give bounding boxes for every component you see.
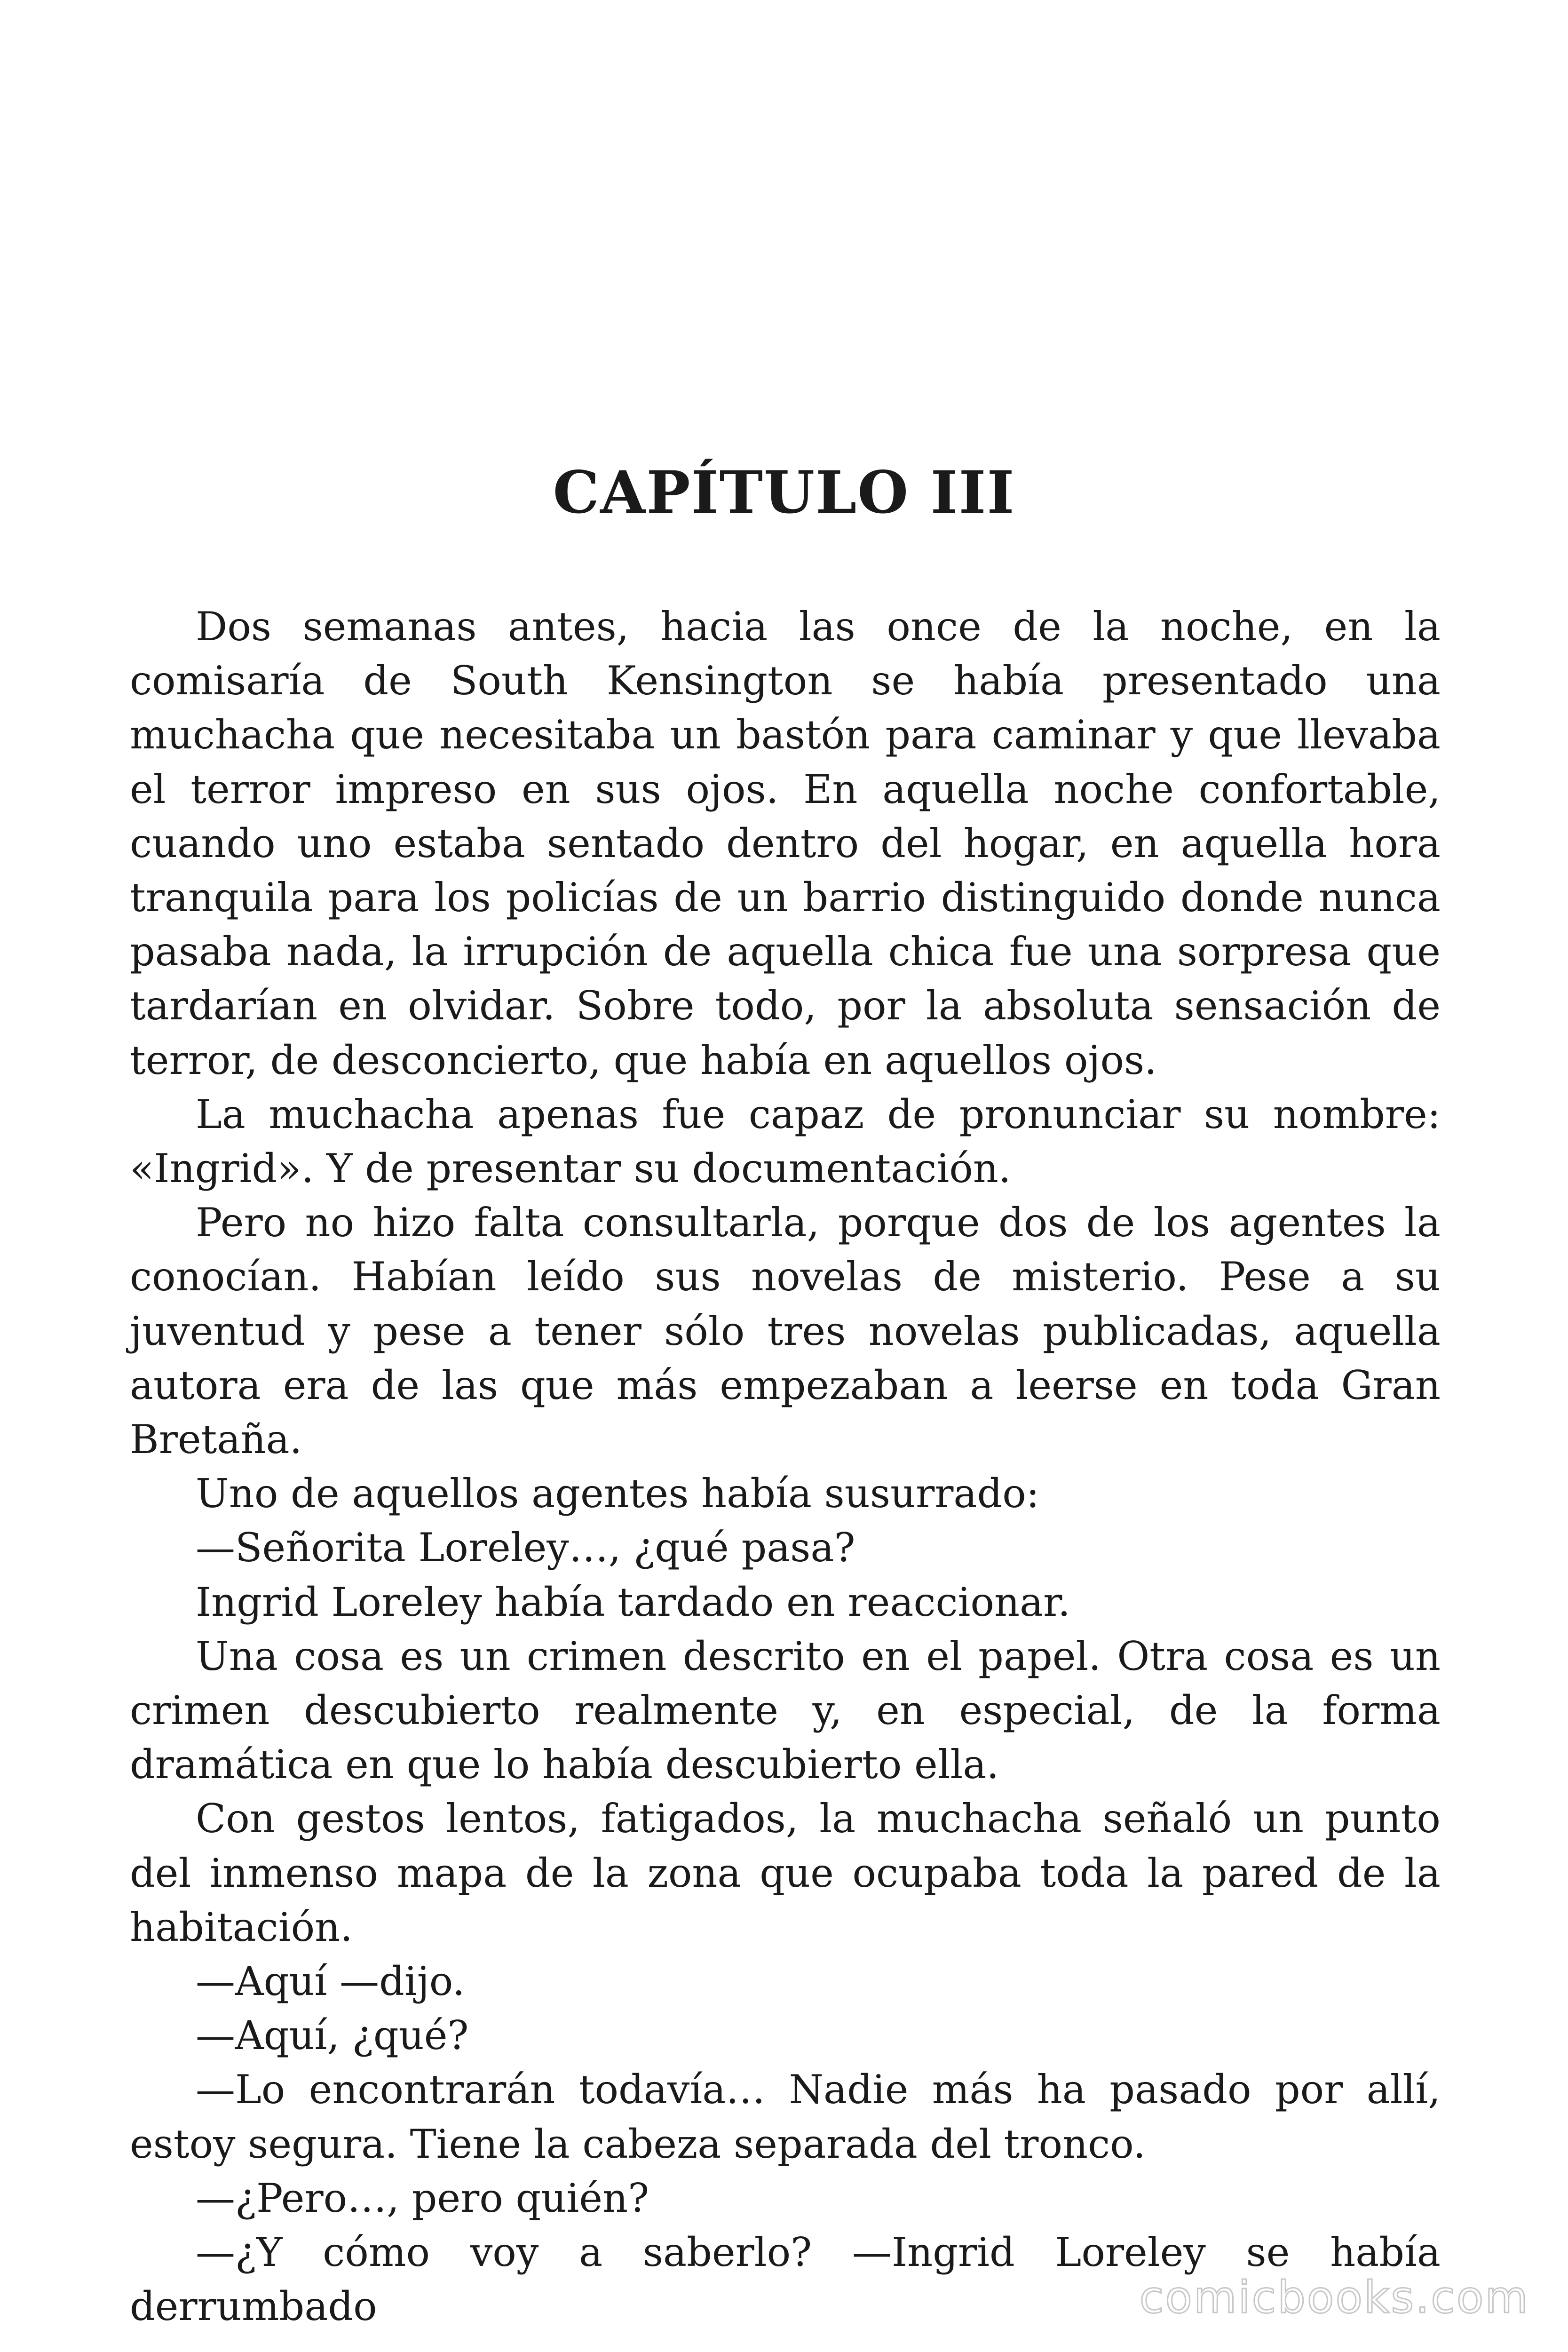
paragraph: Dos semanas antes, hacia las once de la noche, en la comisaría de South Kensington se había presentado una muchacha que necesitaba un bastón para caminar y que llevaba el terror impreso en sus ojos. En aquella noche confortable, cuando uno estaba sentado dentro del hogar, en aquella hora tranquila para los policías de un barrio distinguido donde nunca pasaba nada, la irrupción de aquella chica fue una sorpresa que tardarían en olvidar. Sobre todo, por la absoluta sensación de terror, de desconcierto, que había en aquellos ojos. — [130, 604, 1441, 1083]
chapter-title: CAPÍTULO III — [553, 459, 1015, 527]
chapter-body — [130, 600, 1441, 2334]
paragraph: La muchacha apenas fue capaz de pronunciar su nombre: «Ingrid». Y de presentar su documentación. — [130, 1091, 1441, 1192]
dialogue-line: —Señorita Loreley…, ¿qué pasa? — [196, 1525, 855, 1571]
dialogue-line: —¿Y cómo voy a saberlo? —Ingrid Loreley se había derrumbado — [130, 2229, 1441, 2330]
dialogue-line: —Aquí, ¿qué? — [196, 2012, 469, 2059]
dialogue-line: —Aquí —dijo. — [196, 1958, 465, 2005]
dialogue-line: —¿Pero…, pero quién? — [196, 2175, 649, 2221]
paragraph: Pero no hizo falta consultarla, porque dos de los agentes la conocían. Habían leído sus novelas de misterio. Pese a su juventud y pese a tener sólo tres novelas publicadas, aquella autora era de las que más empezaban a leerse en toda Gran Bretaña. — [130, 1200, 1441, 1463]
paragraph: Con gestos lentos, fatigados, la muchacha señaló un punto del inmenso mapa de la zona que ocupaba toda la pared de la habitación. — [130, 1796, 1441, 1950]
paragraph: Una cosa es un crimen descrito en el papel. Otra cosa es un crimen descubierto realmente y, en especial, de la forma dramática en que lo había descubierto ella. — [130, 1633, 1441, 1788]
dialogue-line: —Lo encontrarán todavía… Nadie más ha pasado por allí, estoy segura. Tiene la cabeza separada del tronco. — [130, 2066, 1441, 2167]
watermark: comicbooks.com — [1139, 2272, 1529, 2323]
paragraph: Uno de aquellos agentes había susurrado: — [196, 1470, 1040, 1517]
paragraph: Ingrid Loreley había tardado en reaccionar. — [196, 1579, 1070, 1625]
